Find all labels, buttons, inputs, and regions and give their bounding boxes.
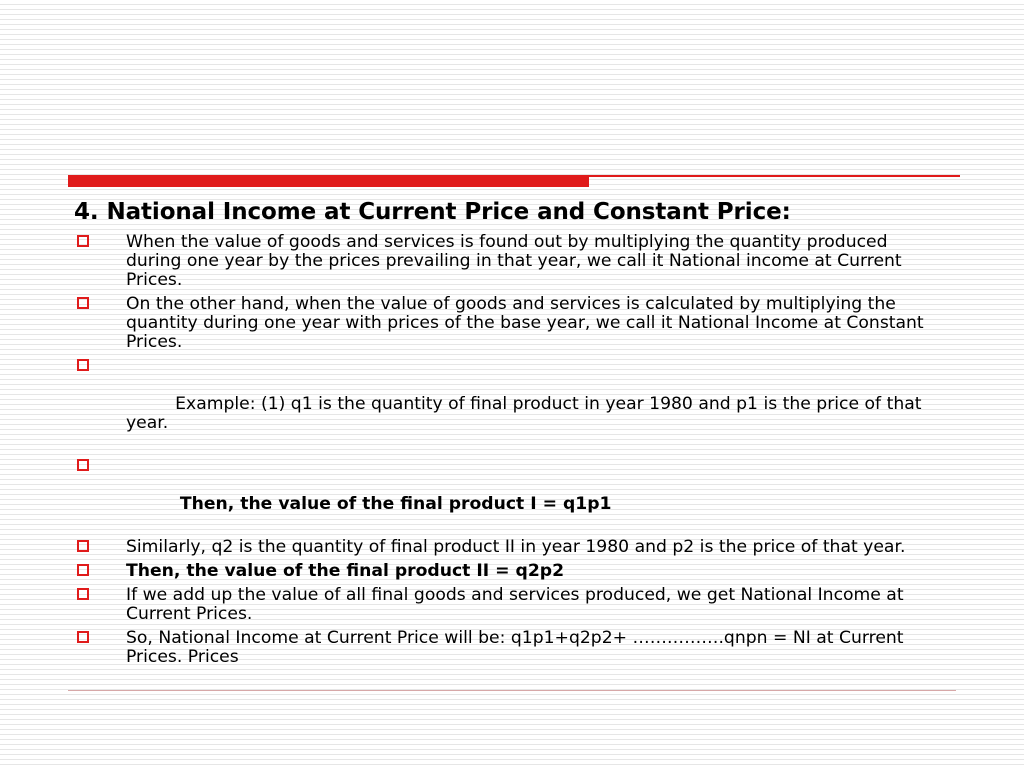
bullet-text: Example: (1) q1 is the quantity of final product in year 1980 and p1 is the price of that year. <box>126 394 927 433</box>
square-bullet-icon <box>77 631 89 643</box>
slide-title: 4. National Income at Current Price and Constant Price: <box>74 199 791 225</box>
square-bullet-icon <box>77 297 89 309</box>
bullet-item <box>74 357 944 452</box>
bullet-item <box>74 586 944 624</box>
bullet-text: When the value of goods and services is found out by multiplying the quantity produced during one year by the prices prevailing in that year, we call it National income at Current Prices. <box>126 232 902 290</box>
square-bullet-icon <box>77 588 89 600</box>
bullet-item <box>74 538 944 557</box>
footer-divider <box>68 690 956 691</box>
square-bullet-icon <box>77 459 89 471</box>
square-bullet-icon <box>77 540 89 552</box>
bullet-text: Then, the value of the final product II = q2p2 <box>126 561 565 581</box>
bullet-item <box>74 629 944 667</box>
bullet-item <box>74 562 944 581</box>
bullet-item <box>74 457 944 533</box>
bullet-item <box>74 295 944 352</box>
bullet-text: If we add up the value of all final goods and services produced, we get National Income at Current Prices. <box>126 585 904 624</box>
bullet-text: So, National Income at Current Price will be: q1p1+q2p2+ …………….qnpn = NI at Current Prices. Prices <box>126 628 904 667</box>
accent-rule <box>589 175 960 177</box>
bullet-text: Then, the value of the final product I = q1p1 <box>173 494 612 514</box>
square-bullet-icon <box>77 235 89 247</box>
bullet-item <box>74 233 944 290</box>
bullet-text: On the other hand, when the value of goods and services is calculated by multiplying the quantity during one year with prices of the base year, we call it National Income at Constant Prices. <box>126 294 924 352</box>
square-bullet-icon <box>77 359 89 371</box>
square-bullet-icon <box>77 564 89 576</box>
bullet-text: Similarly, q2 is the quantity of final product II in year 1980 and p2 is the price of that year. <box>126 537 906 557</box>
accent-bar <box>68 175 589 187</box>
bullet-list <box>74 233 944 667</box>
slide-content <box>74 197 944 672</box>
